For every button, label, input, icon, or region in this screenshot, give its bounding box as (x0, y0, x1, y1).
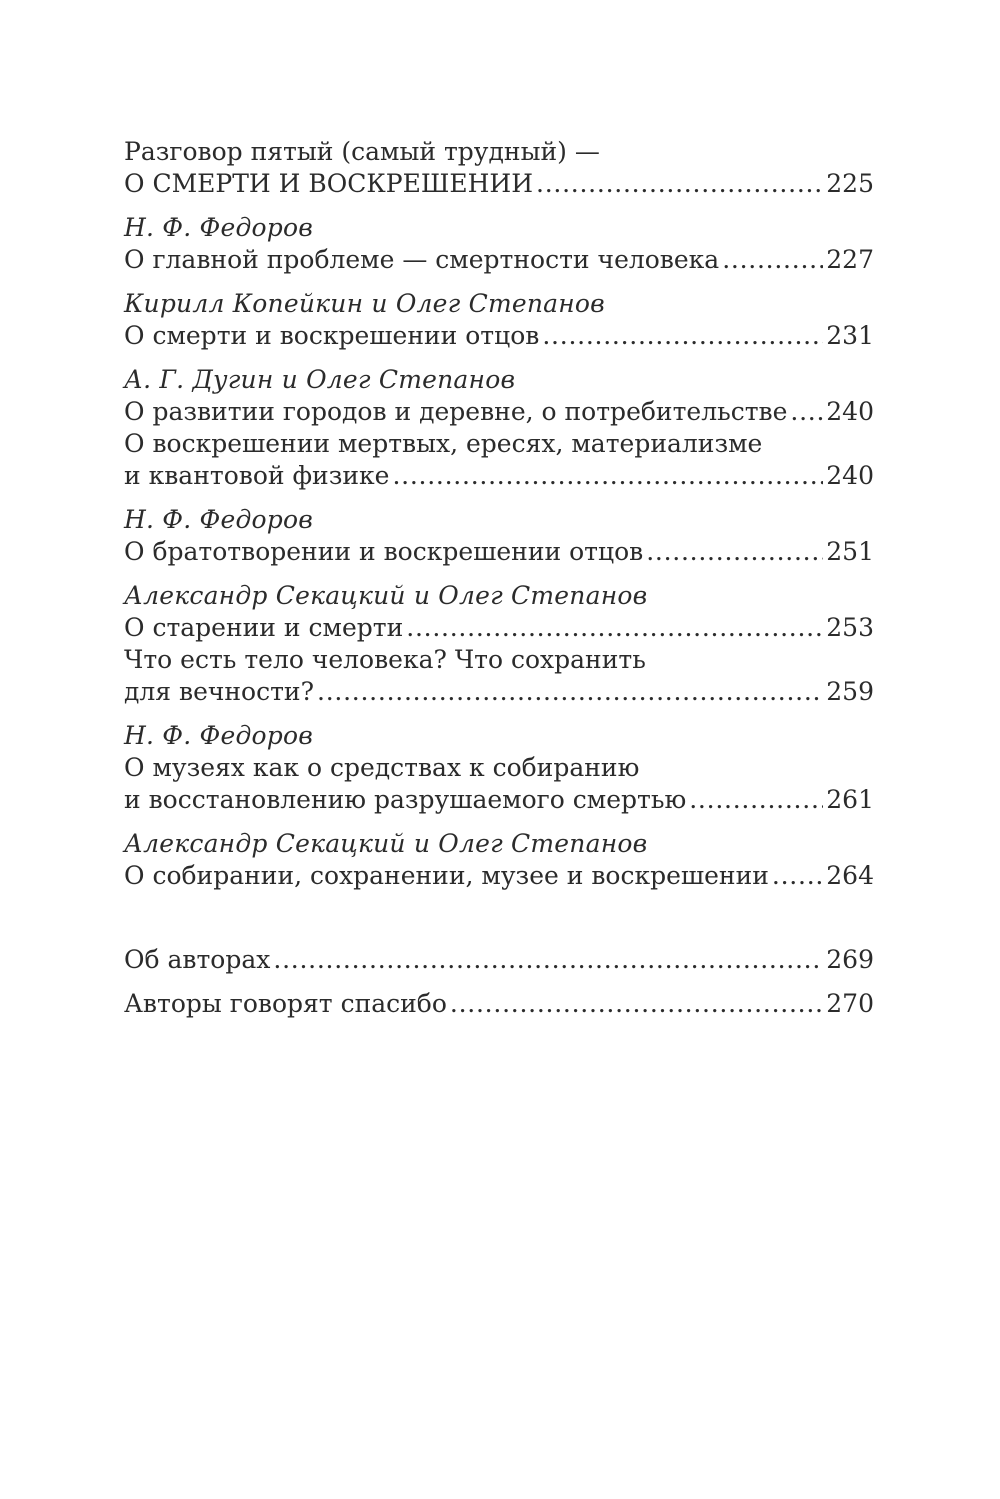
dot-leader (772, 860, 823, 892)
dot-leader (722, 244, 823, 276)
toc-group (124, 504, 874, 568)
toc-entry[interactable] (124, 676, 874, 708)
toc-group (124, 288, 874, 352)
section-spacer (124, 904, 874, 944)
toc-entry[interactable] (124, 320, 874, 352)
dot-leader (689, 784, 823, 816)
toc-entry[interactable] (124, 784, 874, 816)
toc-back-matter (124, 944, 874, 1020)
toc-entry[interactable] (124, 944, 874, 976)
entry-author: Н. Ф. Федоров (124, 505, 313, 534)
entry-page: 259 (826, 677, 874, 706)
entry-page: 225 (826, 169, 874, 198)
entry-page: 261 (826, 785, 874, 814)
dot-leader (273, 944, 823, 976)
entry-title-line: О музеях как о средствах к собиранию (124, 753, 640, 782)
entry-page: 227 (826, 245, 874, 274)
entry-title: О старении и смерти (124, 613, 404, 642)
entry-page: 269 (826, 945, 874, 974)
entry-title-line: О воскрешении мертвых, ересях, материализме (124, 429, 763, 458)
toc-entry[interactable] (124, 536, 874, 568)
entry-title: Об авторах (124, 945, 271, 974)
dot-leader (450, 988, 823, 1020)
entry-page: 270 (826, 989, 874, 1018)
entry-author: Александр Секацкий и Олег Степанов (124, 829, 648, 858)
toc-entry[interactable] (124, 168, 874, 200)
toc-group (124, 720, 874, 816)
dot-leader (790, 396, 823, 428)
entry-title: для вечности? (124, 677, 315, 706)
entry-title: О СМЕРТИ И ВОСКРЕШЕНИИ (124, 169, 534, 198)
dot-leader (542, 320, 823, 352)
toc-group (124, 364, 874, 492)
entry-title: Авторы говорят спасибо (124, 989, 447, 1018)
toc-section-heading (124, 136, 874, 200)
entry-author: А. Г. Дугин и Олег Степанов (124, 365, 516, 394)
entry-page: 253 (826, 613, 874, 642)
entry-author: Н. Ф. Федоров (124, 213, 313, 242)
entry-title: О развитии городов и деревне, о потребительстве (124, 397, 788, 426)
entry-author: Кирилл Копейкин и Олег Степанов (124, 289, 605, 318)
toc-entry[interactable] (124, 612, 874, 644)
entry-page: 251 (826, 537, 874, 566)
dot-leader (406, 612, 823, 644)
entry-title: О смерти и воскрешении отцов (124, 321, 540, 350)
entry-title: и восстановлению разрушаемого смертью (124, 785, 687, 814)
toc-group (124, 580, 874, 708)
dot-leader (646, 536, 823, 568)
toc-group (124, 828, 874, 892)
toc-group (124, 212, 874, 276)
entry-title: О братотворении и воскрешении отцов (124, 537, 644, 566)
dot-leader (317, 676, 823, 708)
entry-page: 240 (826, 461, 874, 490)
table-of-contents (124, 136, 874, 1032)
toc-entry[interactable] (124, 396, 874, 428)
entry-page: 240 (826, 397, 874, 426)
entry-title-line: Что есть тело человека? Что сохранить (124, 645, 646, 674)
entry-author: Александр Секацкий и Олег Степанов (124, 581, 648, 610)
section-intro: Разговор пятый (самый трудный) — (124, 137, 600, 166)
entry-author: Н. Ф. Федоров (124, 721, 313, 750)
entry-title: О главной проблеме — смертности человека (124, 245, 720, 274)
entry-title: О собирании, сохранении, музее и воскрешении (124, 861, 769, 890)
dot-leader (536, 168, 823, 200)
entry-page: 264 (826, 861, 874, 890)
entry-page: 231 (826, 321, 874, 350)
entry-title: и квантовой физике (124, 461, 390, 490)
toc-entry[interactable] (124, 988, 874, 1020)
toc-entry[interactable] (124, 460, 874, 492)
toc-entry[interactable] (124, 860, 874, 892)
dot-leader (392, 460, 823, 492)
toc-entry[interactable] (124, 244, 874, 276)
